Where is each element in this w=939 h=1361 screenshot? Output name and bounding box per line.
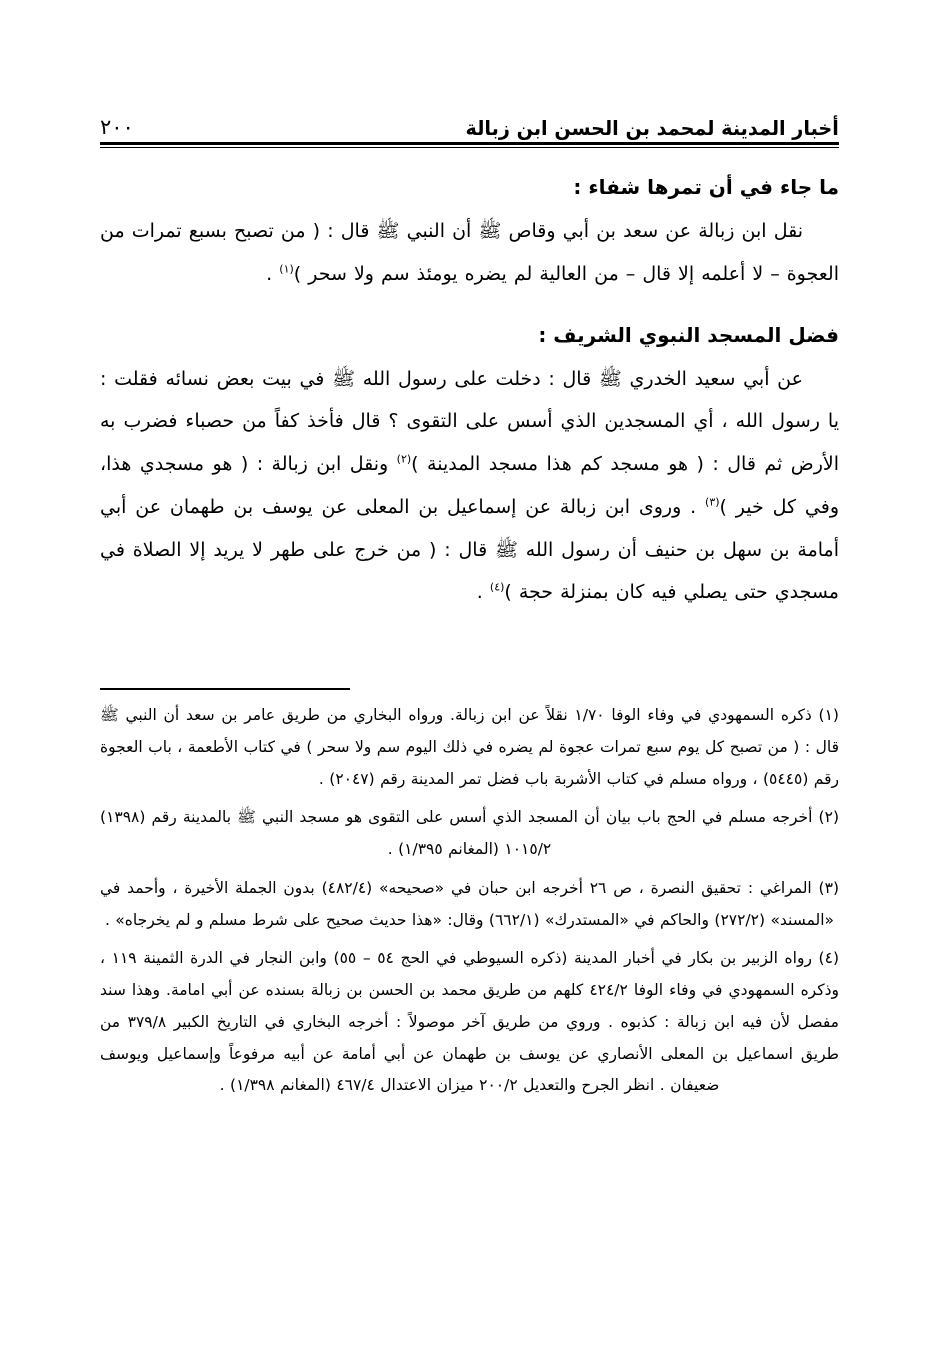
paragraph-mosque-tail: . [476,581,490,604]
running-head-title: أخبار المدينة لمحمد بن الحسن ابن زبالة [465,116,839,140]
footnote-item-4: (٤) رواه الزبير بن بكار في أخبار المدينة (ذكره السيوطي في الحج ٥٤ – ٥٥) وابن النجار في الدرة الثمينة ١١٩ ، وذكره السمهودي في وفاء الوفا ٤٢٤/٢ كلهم من طريق محمد بن الحسن بن زبالة بسنده عن أبي امامة. وهذا سند مفصل لأن فيه ابن زبالة : كذبوه . وروي من طريق آخر موصولاً : أخرجه البخاري في التاريخ الكبير ٣٧٩/٨ من طريق اسماعيل بن المعلى الأنصاري عن يوسف بن طهمان عن أبي أمامة عن أبيه مرفوعاً وإسماعيل ويوسف ضعيفان . انظر الجرح والتعديل ٢٠٠/٢ ميزان الاعتدال ٤٦٧/٤ (المغانم ١/٣٩٨) . [100,949,840,1095]
footnote-item-2: (٢) أخرجه مسلم في الحج باب بيان أن المسجد الذي أسس على التقوى هو مسجد النبي ﷺ بالمدينة رقم (١٣٩٨) ١٠١٥/٢ (المغانم ١/٣٩٥) . [100,808,839,859]
footnote-ref-1[interactable]: (١) [279,262,294,276]
paragraph-dates-cure-text: نقل ابن زبالة عن سعد بن أبي وقاص ﷺ أن النبي ﷺ قال : ( من تصبح بسبع تمرات من العجوة – لا أعلمه إلا قال – من العالية لم يضره يومئذ سم ولا سحر ) [100,220,839,285]
header-rule [100,142,839,148]
paragraph-dates-cure [100,210,839,296]
footnote-ref-4[interactable]: (٤) [489,580,505,594]
page-number: ٢٠٠ [100,115,134,139]
footnote-separator-rule [100,688,350,690]
running-head [100,104,839,138]
paragraph-mosque-part-2: ونقل ابن زبالة : ( هو مسجدي هذا، وفي كل خير ) [100,453,839,518]
paragraph-mosque-part-1: عن أبي سعيد الخدري ﷺ قال : دخلت على رسول الله ﷺ في بيت بعض نسائه فقلت : يا رسول الله ، أي المسجدين الذي أسس على التقوى ؟ قال فأخذ كفاً من حصباء فضرب به الأرض ثم قال : ( هو مسجد كم هذا مسجد المدينة ) [100,367,839,475]
footnote-item-1: (١) ذكره السمهودي في وفاء الوفا ١/٧٠ نقلاً عن ابن زبالة. ورواه البخاري من طريق عامر بن سعد أن النبي ﷺ قال : ( من تصبح كل يوم سبع تمرات عجوة لم يضره في ذلك اليوم سم ولا سحر ) في كتاب الأطعمة ، باب العجوة رقم (٥٤٤٥) ، ورواه مسلم في كتاب الأشربة باب فضل تمر المدينة رقم (٢٠٤٧) . [100,706,839,788]
paragraph-mosque-virtue [100,358,839,615]
section-heading-dates-cure: ما جاء في أن تمرها شفاء : [573,175,839,199]
body-content [100,170,839,614]
footnote-ref-3[interactable]: (٣) [705,495,720,509]
header-rule-thin [100,147,839,148]
footnotes-block [100,700,839,1109]
footnote-ref-2[interactable]: (٢) [396,452,412,466]
footnote-item-3: (٣) المراغي : تحقيق النصرة ، ص ٢٦ أخرجه ابن حبان في «صحيحه» (٤٨٢/٤) بدون الجملة الأخيرة ، وأحمد في «المسند» (٢٧٢/٢) والحاكم في «المستدرك» (٦٦٢/١) وقال: «هذا حديث صحيح على شرط مسلم و لم يخرجاه» . [100,878,839,929]
section-heading-mosque-virtue: فضل المسجد النبوي الشريف : [538,322,839,347]
paragraph-dates-cure-tail: . [266,262,280,285]
paragraph-mosque-part-3: . وروى ابن زبالة عن إسماعيل بن المعلى عن يوسف بن طهمان عن أبي أمامة بن سهل بن حنيف أن رسول الله ﷺ قال : ( من خرج على طهر لا يريد إلا الصلاة في مسجدي حتى يصلي فيه كان بمنزلة حجة ) [100,495,839,604]
